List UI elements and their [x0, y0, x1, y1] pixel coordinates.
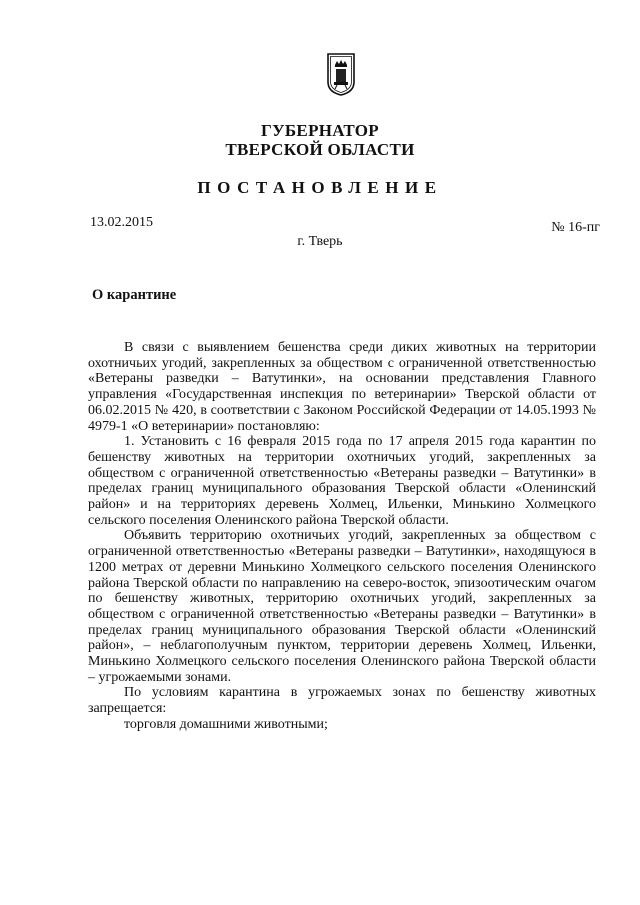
issuer-title-line1: ГУБЕРНАТОР: [261, 121, 379, 140]
paragraph-prohibitions-intro: По условиям карантина в угрожаемых зонах по бешенству животных запрещается:: [88, 685, 596, 717]
document-body: [88, 340, 596, 733]
document-number: № 16-пг: [551, 220, 600, 235]
issuer-title-line2: ТВЕРСКОЙ ОБЛАСТИ: [225, 140, 415, 159]
paragraph-prohibition-1: торговля домашними животными;: [124, 716, 328, 732]
paragraph-preamble: В связи с выявлением бешенства среди диких животных на территории охотничьих угодий, закрепленных за обществом с ограниченной ответственностью «Ветераны разведки – Ватутинки», на основании представления Главного управления «Государственная инспекция по ветеринарии» Тверской области от 06.02.2015 № 420, в соответствии с Законом Российской Федерации от 14.05.1993 № 4979-1 «О ветеринарии» постановляю:: [88, 340, 596, 434]
document-date: 13.02.2015: [90, 215, 153, 230]
paragraph-item-1: 1. Установить с 16 февраля 2015 года по 17 апреля 2015 года карантин по бешенству животных на территории охотничьих угодий, закрепленных за обществом с ограниченной ответственностью «Ветераны разведки – Ватутинки» в пределах границ муниципального образования Тверской области «Оленинский район» и на территориях деревень Холмец, Ильенки, Минькино Холмецкого сельского поселения Оленинского района Тверской области.: [88, 434, 596, 528]
coat-of-arms-icon: [326, 52, 356, 96]
document-subject: О карантине: [92, 287, 177, 303]
document-type: ПОСТАНОВЛЕНИЕ: [197, 178, 443, 197]
document-city: г. Тверь: [297, 234, 343, 249]
paragraph-declaration: Объявить территорию охотничьих угодий, закрепленных за обществом с ограниченной ответственностью «Ветераны разведки – Ватутинки», находящуюся в 1200 метрах от деревни Минькино Холмецкого сельского поселения Оленинского района Тверской области по направлению на северо-восток, эпизоотическим очагом по бешенству животных, территорию охотничьих угодий, закрепленных за обществом с ограниченной ответственностью «Ветераны разведки – Ватутинки» в пределах границ муниципального образования Тверской области «Оленинский район», – неблагополучным пунктом, территории деревень Холмец, Ильенки, Минькино Холмецкого сельского поселения Оленинского района Тверской области – угрожаемыми зонами.: [88, 528, 596, 685]
